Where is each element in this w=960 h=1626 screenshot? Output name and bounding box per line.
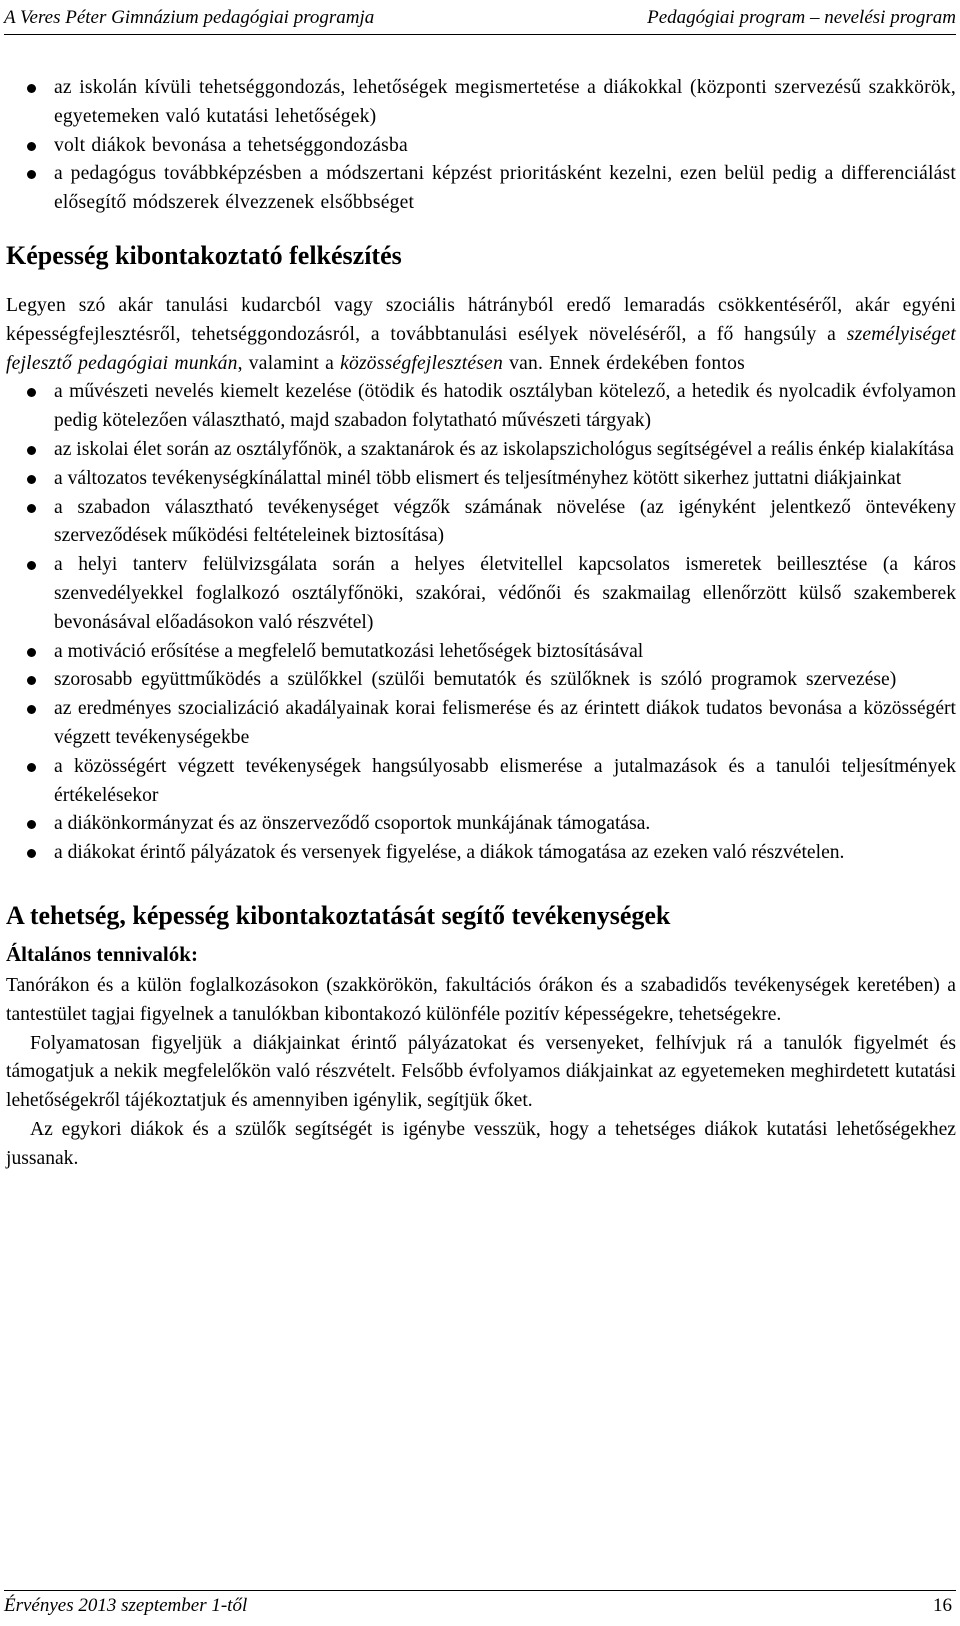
paragraph: Tanórákon és a külön foglalkozásokon (szakkörökön, fakultációs órákon és a szabadidős tevékenységek keretében) a tantestület tagjai figyelnek a tanulókban kibontakozó különféle pozitív képességekre, tehetségekre. bbox=[6, 974, 956, 1025]
header-section-title: Pedagógiai program – nevelési program bbox=[647, 7, 956, 28]
intro-emphasis-community: közösségfejlesztésen bbox=[340, 352, 503, 374]
list-item: a közösségért végzett tevékenységek hangsúlyosabb elismerése a jutalmazások és a tanulói teljesítmények értékelésekor bbox=[6, 753, 956, 811]
header-document-title: A Veres Péter Gimnázium pedagógiai programja bbox=[4, 7, 375, 28]
list-item: az iskolán kívüli tehetséggondozás, lehetőségek megismertetése a diákokkal (központi szervezésű szakkörök, egyetemeken való kutatási lehetőségek) bbox=[6, 74, 956, 132]
page-header bbox=[4, 4, 956, 35]
page-footer bbox=[4, 1590, 956, 1621]
footer-validity-text: Érvényes 2013 szeptember 1-től bbox=[4, 1595, 248, 1616]
page-content bbox=[6, 74, 956, 1174]
intro-emphasis-personality: személyiséget fejlesztő pedagógiai munkán bbox=[6, 323, 956, 374]
list-item: a szabadon választható tevékenységet végzők számának növelése (az igényként jelentkező öntevékeny szerveződések működési feltételeinek biztosítása) bbox=[6, 494, 956, 552]
paragraph: Folyamatosan figyeljük a diákjainkat érintő pályázatokat és versenyeket, felhívjuk rá a tanulók figyelmét és támogatjuk a nekik megfelelőkön való részvételt. Felsőbb évfolyamos diákjainkat az egyetemeken meghirdetett kutatási lehetőségekről tájékoztatjuk és amennyiben igénylik, segítjük őket. bbox=[6, 1032, 956, 1112]
list-item: a diákokat érintő pályázatok és versenyek figyelése, a diákok támogatása az ezeken való részvételen. bbox=[6, 839, 956, 868]
intro-text-start: Legyen szó akár tanulási kudarcból vagy szociális hátrányból eredő lemaradás csökkentéséről, akár egyéni képességfejlesztésről, tehetséggondozásról, a továbbtanulási esélyek növeléséről, a fő hangsúly a bbox=[6, 294, 956, 345]
list-item: volt diákok bevonása a tehetséggondozásba bbox=[6, 132, 956, 161]
intro-text-middle: , valamint a bbox=[237, 352, 341, 374]
list-item: szorosabb együttműködés a szülőkkel (szülői bemutatók és szülőknek is szóló programok szervezése) bbox=[6, 666, 956, 695]
list-item: az iskolai élet során az osztályfőnök, a szaktanárok és az iskolapszichológus segítségével a reális énkép kialakítása bbox=[6, 436, 956, 465]
list-item: a helyi tanterv felülvizsgálata során a helyes életvitellel kapcsolatos ismeretek beillesztése (a káros szenvedélyekkel foglalkozó osztályfőnöki, szakórai, védőnői és szakmailag ellenőrzött külső szakemberek bevonásával előadásokon való részvétel) bbox=[6, 551, 956, 637]
intro-text-end: van. Ennek érdekében fontos bbox=[502, 352, 745, 374]
subheading-general-tasks: Általános tennivalók: bbox=[6, 941, 198, 966]
paragraph: Az egykori diákok és a szülők segítségét is igénybe vesszük, hogy a tehetséges diákok kutatási lehetőségekhez jussanak. bbox=[6, 1118, 956, 1169]
list-item: a pedagógus továbbképzésben a módszertani képzést prioritásként kezelni, ezen belül pedig a differenciálást elősegítő módszerek élvezzenek elsőbbséget bbox=[6, 160, 956, 218]
list-item: a diákönkormányzat és az önszerveződő csoportok munkájának támogatása. bbox=[6, 810, 956, 839]
list-item: az eredményes szocializáció akadályainak korai felismerése és az érintett diákok tudatos bevonása a közösségért végzett tevékenységekbe bbox=[6, 695, 956, 753]
list-item: a változatos tevékenységkínálattal minél több elismert és teljesítményhez kötött sikerhez juttatni diákjainkat bbox=[6, 465, 956, 494]
list-item: a művészeti nevelés kiemelt kezelése (ötödik és hatodik osztályban kötelező, a hetedik és nyolcadik évfolyamon pedig kötelezően választható, majd szabadon folytatható művészeti tárgyak) bbox=[6, 378, 956, 436]
top-bullet-list bbox=[6, 74, 956, 218]
section-heading-kepesseg: Képesség kibontakoztató felkészítés bbox=[6, 240, 402, 270]
page-number: 16 bbox=[933, 1595, 952, 1616]
important-bullet-list bbox=[6, 378, 956, 868]
section-heading-tehetseg: A tehetség, képesség kibontakoztatását segítő tevékenységek bbox=[6, 900, 671, 930]
list-item: a motiváció erősítése a megfelelő bemutatkozási lehetőségek biztosításával bbox=[6, 638, 956, 667]
section-intro-paragraph bbox=[6, 292, 956, 378]
